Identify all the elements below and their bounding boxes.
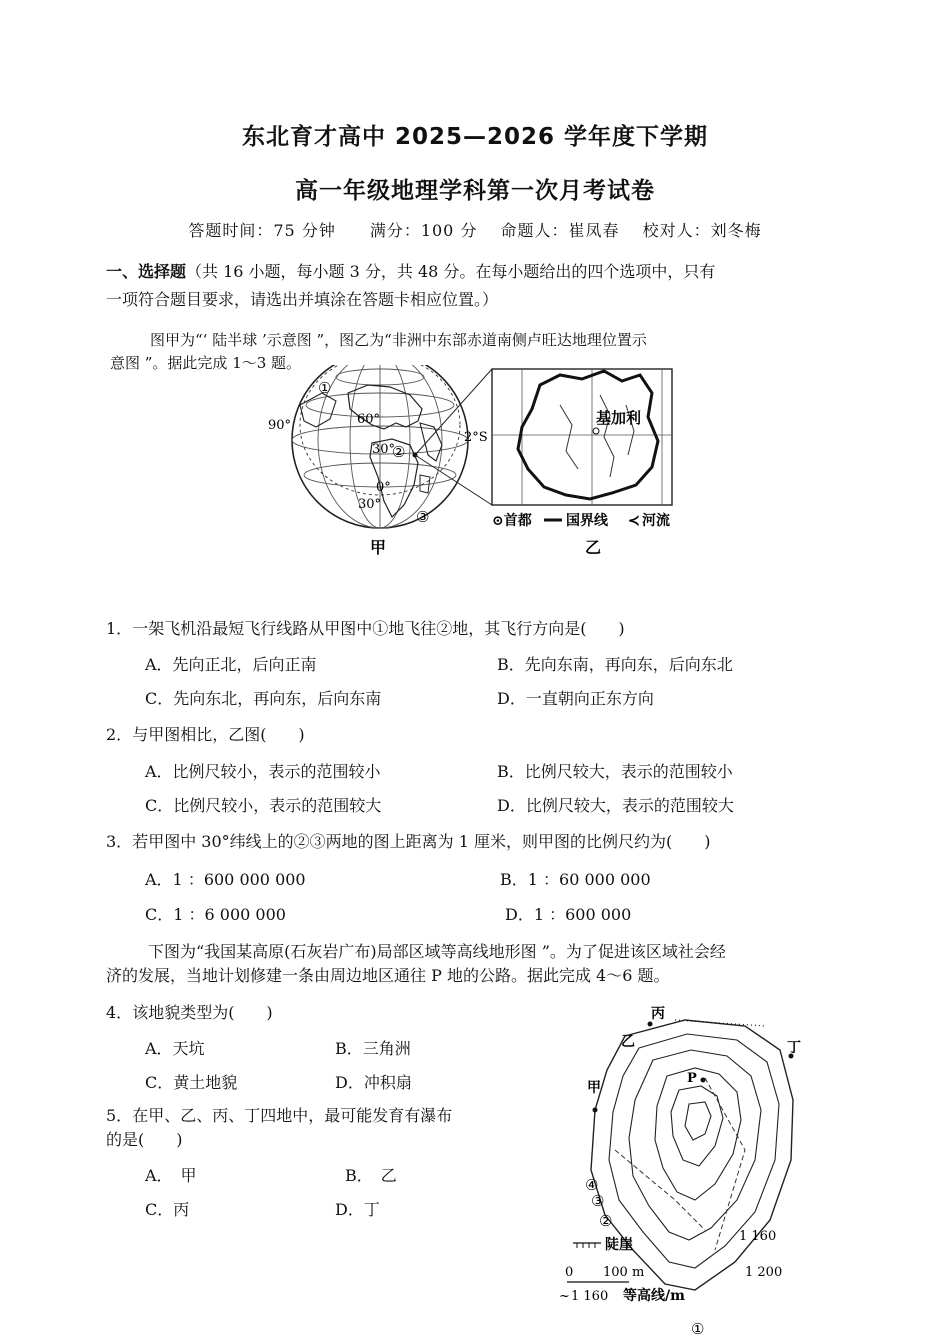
legend-contour: 等高线/m xyxy=(623,1288,685,1304)
rwanda-capital-kigali: 基加利 xyxy=(596,409,642,427)
title-school-term: 东北育才高中 2025—2026 学年度下学期 xyxy=(241,124,709,150)
label-4: ④ xyxy=(585,1176,599,1194)
legend-river-icon: ≺ xyxy=(628,513,640,529)
question-2-option-d[interactable]: D．比例尺较大，表示的范围较大 xyxy=(497,796,734,815)
question-1-option-b[interactable]: B．先向东南，再向东，后向东北 xyxy=(497,655,733,674)
label-yi: 乙 xyxy=(621,1034,635,1050)
section-1-desc-line1: （共 16 小题，每小题 3 分，共 48 分。在每小题给出的四个选项中，只有 xyxy=(186,262,716,281)
question-4-option-d[interactable]: D．冲积扇 xyxy=(335,1073,412,1092)
question-1-option-a[interactable]: A．先向正北，后向正南 xyxy=(145,655,317,674)
figure-2-contour-map xyxy=(555,1000,820,1340)
question-4-option-c[interactable]: C．黄土地貌 xyxy=(145,1073,238,1092)
question-3-option-b[interactable]: B．1 ：60 000 000 xyxy=(500,870,651,889)
question-1-option-c[interactable]: C．先向东北，再向东，后向东南 xyxy=(145,689,382,708)
question-2-stem xyxy=(106,722,305,745)
intro-1-line2: 意图 ”。据此完成 1～3 题。 xyxy=(110,354,302,372)
question-3-option-d[interactable]: D．1 ：600 000 xyxy=(505,905,632,924)
question-3-stem xyxy=(106,829,710,852)
question-3-option-c[interactable]: C．1 ：6 000 000 xyxy=(145,905,286,924)
exam-meta: 答题时间：75 分钟 满分：100 分 命题人：崔凤春 校对人：刘冬梅 xyxy=(188,221,762,240)
question-1-option-d[interactable]: D．一直朝向正东方向 xyxy=(497,689,654,708)
globe-lat-60: 60° xyxy=(357,412,381,427)
globe-lat-30: 30° xyxy=(372,442,396,457)
legend-cliff: 陡崖 xyxy=(605,1237,633,1253)
label-p: P xyxy=(687,1071,697,1086)
question-5-option-a[interactable]: A． 甲 xyxy=(145,1166,197,1185)
question-4-number: 4． xyxy=(106,1003,133,1022)
question-5-text-line2: 的是( ) xyxy=(106,1130,183,1149)
question-3-option-a[interactable]: A．1 ：600 000 000 xyxy=(145,870,306,889)
globe-lon-90: 90° xyxy=(268,418,292,433)
title-exam: 高一年级地理学科第一次月考试卷 xyxy=(295,178,655,204)
question-2-text: 与甲图相比，乙图( ) xyxy=(132,725,305,744)
intro-2-line2: 济的发展，当地计划修建一条由周边地区通往 P 地的公路。据此完成 4～6 题。 xyxy=(106,966,670,985)
question-3-number: 3． xyxy=(106,832,133,851)
caption-yi: 乙 xyxy=(585,538,602,557)
intro-2-line1: 下图为“我国某高原(石灰岩广布)局部区域等高线地形图 ”。为了促进该区域社会经 xyxy=(148,942,726,961)
question-1-number: 1． xyxy=(106,619,133,638)
section-1-heading: 一、选择题 xyxy=(106,262,187,281)
legend-capital: ⊙首都 xyxy=(492,513,532,529)
question-4-stem xyxy=(106,1000,273,1023)
question-4-option-a[interactable]: A．天坑 xyxy=(145,1039,205,1058)
rwanda-lat-2s: 2°S xyxy=(464,430,488,445)
label-2: ② xyxy=(599,1212,613,1230)
legend-border: 国界线 xyxy=(566,513,608,529)
question-2-number: 2． xyxy=(106,725,133,744)
label-ding: 丁 xyxy=(787,1040,801,1056)
question-5-number: 5． xyxy=(106,1106,133,1125)
question-4-text: 该地貌类型为( ) xyxy=(132,1003,273,1022)
label-jia: 甲 xyxy=(587,1080,601,1096)
question-3-text: 若甲图中 30°纬线上的②③两地的图上距离为 1 厘米，则甲图的比例尺约为( ) xyxy=(132,832,711,851)
question-5-option-c[interactable]: C．丙 xyxy=(145,1200,190,1219)
scale-length: 100 m xyxy=(603,1265,645,1280)
contour-1160: 1 160 xyxy=(739,1229,777,1244)
question-1-text: 一架飞机沿最短飞行线路从甲图中①地飞往②地，其飞行方向是( ) xyxy=(132,619,625,638)
legend-river: 河流 xyxy=(642,513,670,529)
question-2-option-a[interactable]: A．比例尺较小，表示的范围较小 xyxy=(145,762,381,781)
question-1-stem xyxy=(106,616,625,639)
legend-contour-value: 1 160 xyxy=(571,1289,609,1304)
question-2-option-b[interactable]: B．比例尺较大，表示的范围较小 xyxy=(497,762,733,781)
scale-zero: 0 xyxy=(565,1265,574,1280)
label-1: ① xyxy=(691,1320,705,1338)
contour-1200: 1 200 xyxy=(745,1265,783,1280)
question-5-text-line1: 在甲、乙、丙、丁四地中，最可能发育有瀑布 xyxy=(132,1106,453,1125)
question-2-option-c[interactable]: C．比例尺较小，表示的范围较大 xyxy=(145,796,382,815)
figure-1 xyxy=(260,365,690,560)
label-3: ③ xyxy=(591,1192,605,1210)
question-5-option-d[interactable]: D．丁 xyxy=(335,1200,380,1219)
globe-label-2: ② xyxy=(392,443,406,461)
label-bing: 丙 xyxy=(651,1006,665,1022)
globe-label-3: ③ xyxy=(416,508,430,526)
globe-label-1: ① xyxy=(318,379,332,397)
question-5-stem xyxy=(106,1104,452,1152)
globe-lat-0: 0° xyxy=(376,480,391,495)
legend-contour-sample: ~ xyxy=(559,1289,570,1304)
section-1-header xyxy=(106,258,851,314)
question-4-option-b[interactable]: B．三角洲 xyxy=(335,1039,411,1058)
question-5-option-b[interactable]: B． 乙 xyxy=(345,1166,397,1185)
rwanda-map xyxy=(492,369,672,505)
globe-lat-30s: 30° xyxy=(358,497,382,512)
section-1-desc-line2: 一项符合题目要求，请选出并填涂在答题卡相应位置。） xyxy=(106,290,499,309)
caption-jia: 甲 xyxy=(370,538,387,557)
intro-1-line1: 图甲为“‘ 陆半球 ’示意图 ”，图乙为“非洲中东部赤道南侧卢旺达地理位置示 xyxy=(150,331,647,349)
